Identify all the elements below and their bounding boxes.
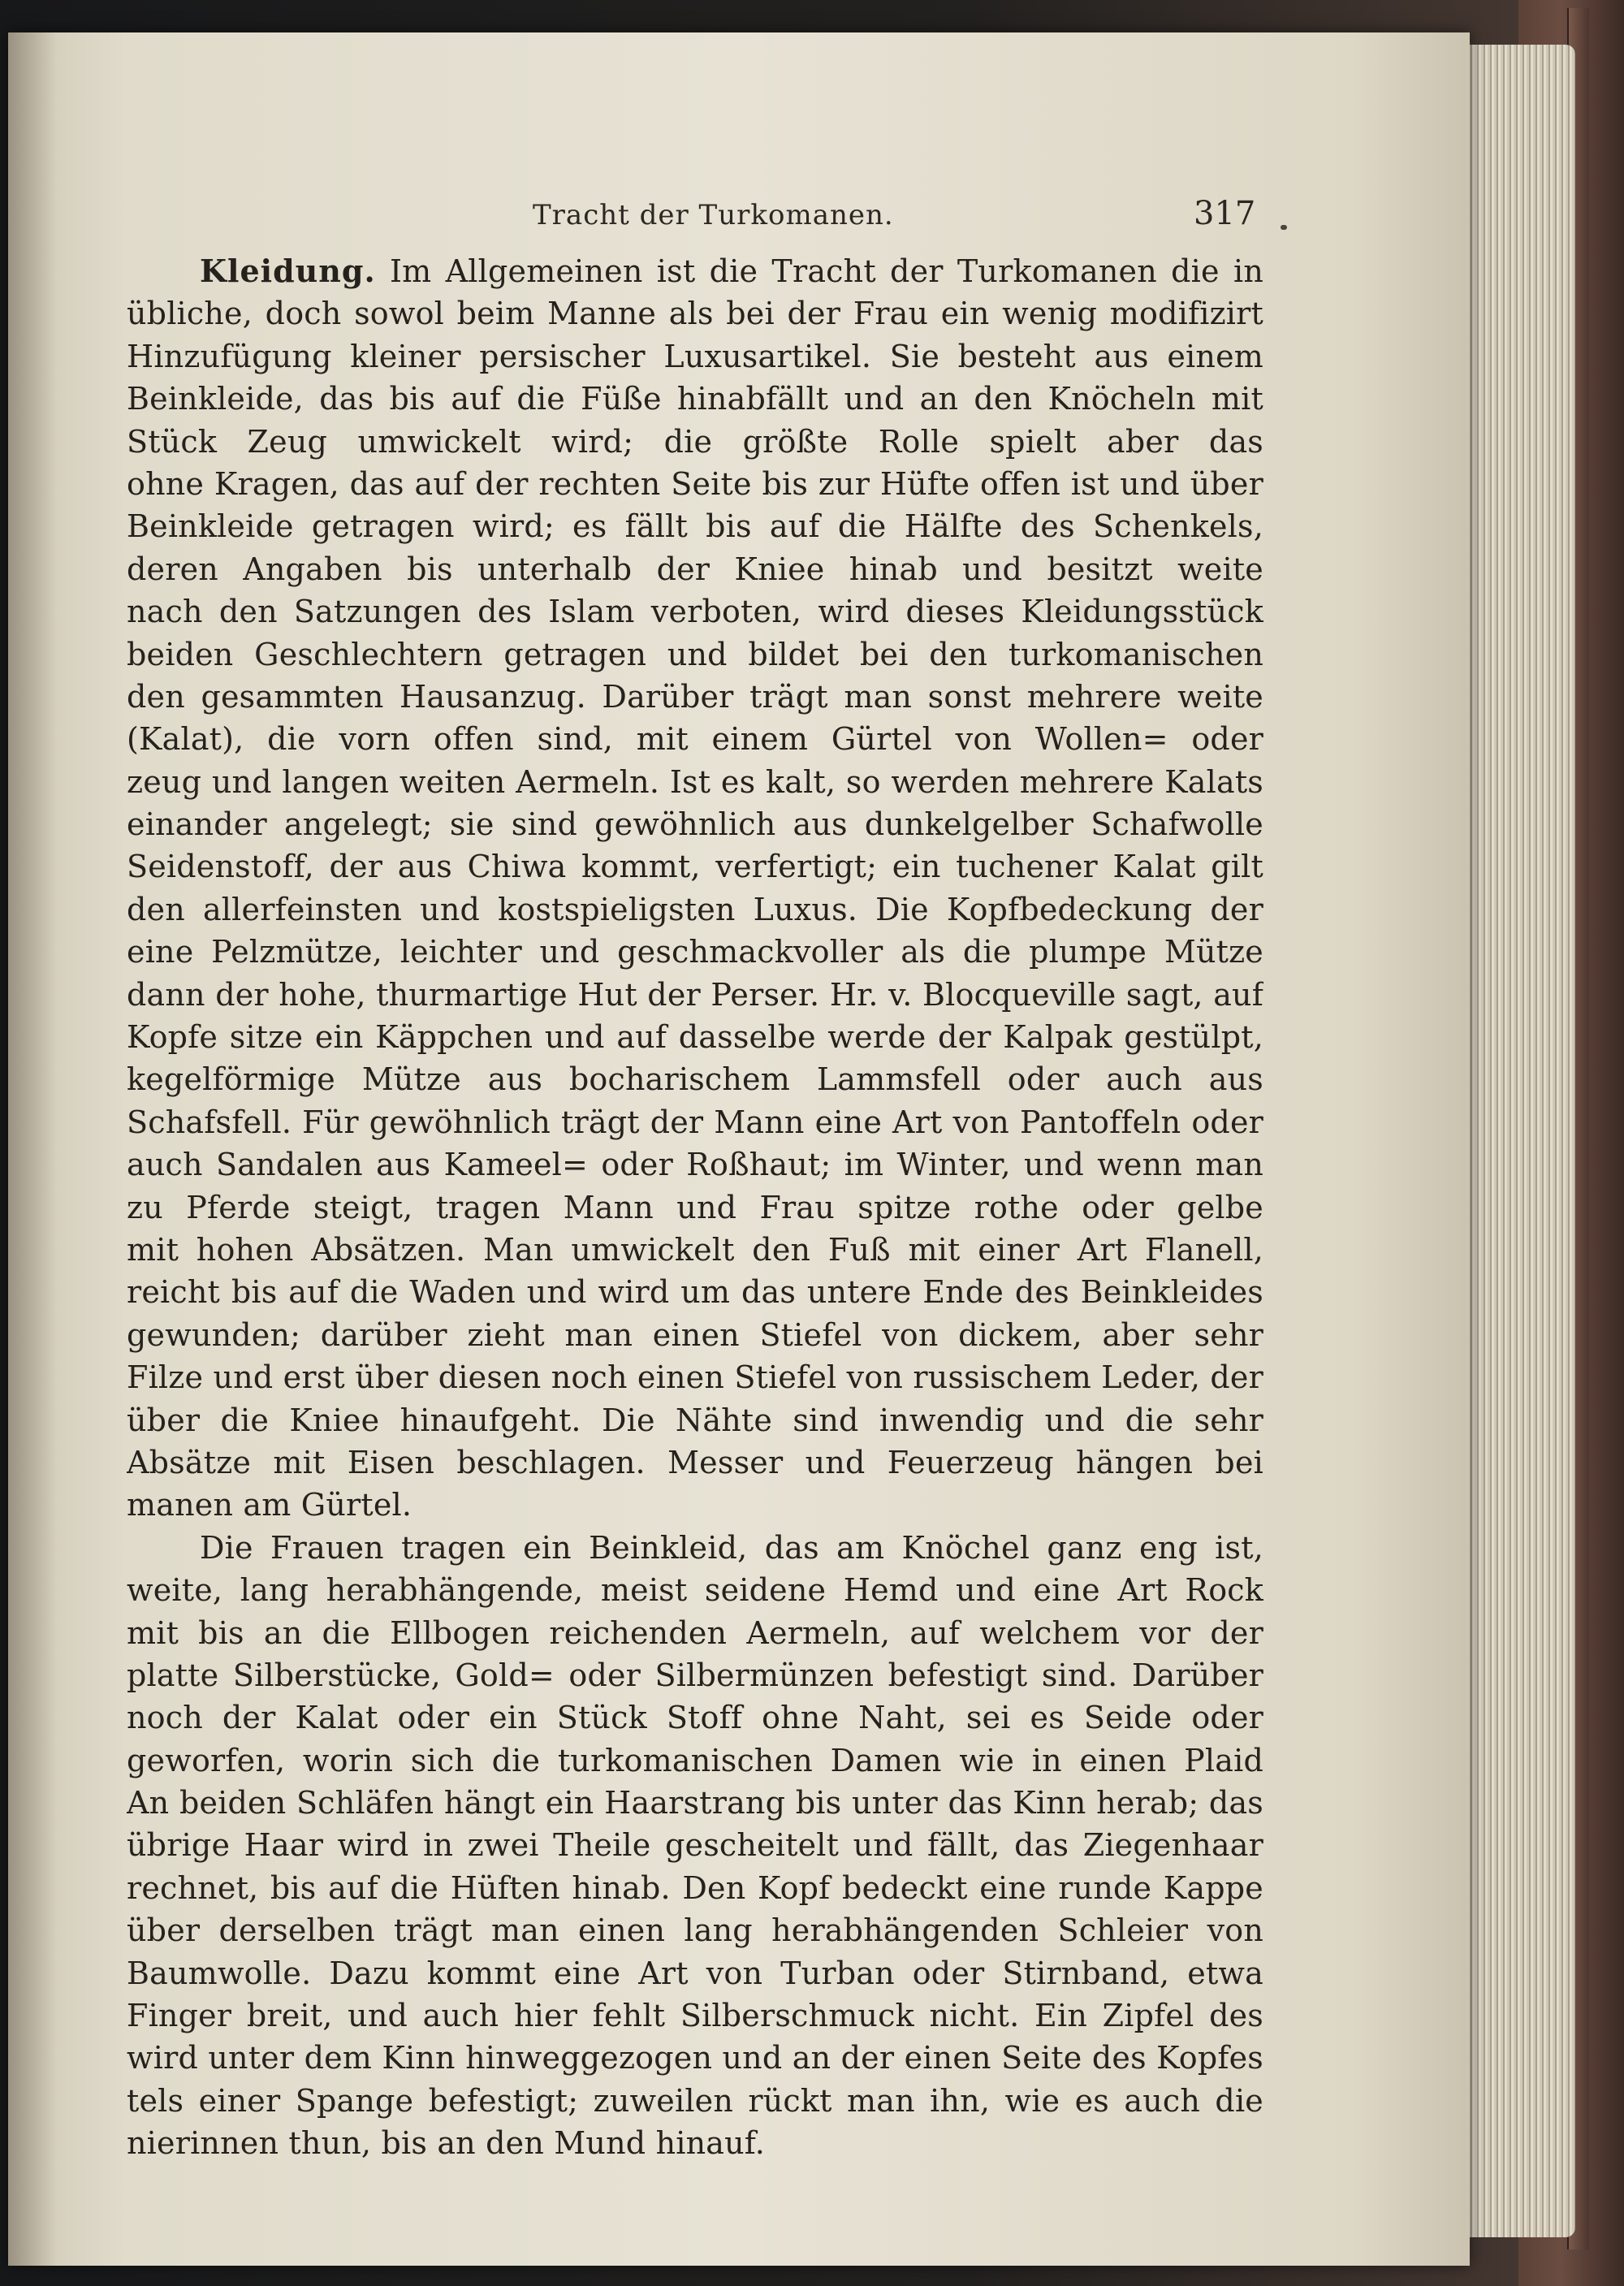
text-line: An beiden Schläfen hängt ein Haarstrang bis unter das Kinn herab; das [127, 1785, 1263, 1821]
text-line: übliche, doch sowol beim Manne als bei der Frau ein wenig modifizirt [127, 296, 1263, 332]
text-line: über derselben trägt man einen lang herabhängenden Schleier von [127, 1912, 1263, 1949]
ink-dot [1281, 225, 1287, 230]
text-line: (Kalat), die vorn offen sind, mit einem Gürtel von Wollen= oder [127, 721, 1263, 758]
text-line: tels einer Spange befestigt; zuweilen rückt man ihn, wie es auch die [127, 2082, 1263, 2119]
text-line: Die Frauen tragen ein Beinkleid, das am Knöchel ganz eng ist, [200, 1529, 1263, 1566]
text-line: den allerfeinsten und kostspieligsten Luxus. Die Kopfbedeckung der [127, 891, 1263, 927]
text-line: geworfen, worin sich die turkomanischen Damen wie in einen Plaid [127, 1742, 1263, 1778]
text-line: Baumwolle. Dazu kommt eine Art von Turban oder Stirnband, etwa [127, 1955, 1263, 1991]
body-text [127, 250, 1263, 2165]
text-line: mit bis an die Ellbogen reichenden Aermeln, auf welchem vor der [127, 1614, 1263, 1651]
text-line: deren Angaben bis unterhalb der Kniee hinab und besitzt weite [127, 551, 1263, 587]
page-number: 317 [1194, 195, 1256, 232]
text-line: zeug und langen weiten Aermeln. Ist es kalt, so werden mehrere Kalats [127, 763, 1263, 800]
text-line: Seidenstoff, der aus Chiwa kommt, verfertigt; ein tuchener Kalat gilt [127, 849, 1263, 885]
text-line: nierinnen thun, bis an den Mund hinauf. [127, 2125, 765, 2162]
text-line: Stück Zeug umwickelt wird; die größte Rolle spielt aber das [127, 423, 1263, 460]
text-line: platte Silberstücke, Gold= oder Silbermünzen befestigt sind. Darüber [127, 1657, 1263, 1693]
text-line: kegelförmige Mütze aus bocharischem Lammsfell oder auch aus [127, 1061, 1263, 1098]
text-line: einander angelegt; sie sind gewöhnlich aus dunkelgelber Schafwolle [127, 806, 1263, 843]
text-line: eine Pelzmütze, leichter und geschmackvoller als die plumpe Mütze [127, 934, 1263, 970]
text-line: wird unter dem Kinn hinweggezogen und an der einen Seite des Kopfes [127, 2040, 1263, 2076]
text-line: Hinzufügung kleiner persischer Luxusartikel. Sie besteht aus einem [127, 338, 1263, 374]
running-header: Tracht der Turkomanen. [533, 199, 894, 231]
book-page [8, 32, 1470, 2266]
text-line: Beinkleide getragen wird; es fällt bis auf die Hälfte des Schenkels, [127, 508, 1263, 545]
text-line: mit hohen Absätzen. Man umwickelt den Fuß mit einer Art Flanell, [127, 1231, 1263, 1268]
text-line: Absätze mit Eisen beschlagen. Messer und Feuerzeug hängen bei [127, 1444, 1263, 1480]
text-line: Kopfe sitze ein Käppchen und auf dasselbe werde der Kalpak gestülpt, [127, 1019, 1263, 1056]
text-line: zu Pferde steigt, tragen Mann und Frau spitze rothe oder gelbe [127, 1189, 1263, 1225]
text-line: beiden Geschlechtern getragen und bildet bei den turkomanischen [127, 636, 1263, 672]
text-line: noch der Kalat oder ein Stück Stoff ohne Naht, sei es Seide oder [127, 1700, 1263, 1736]
text-line: Schafsfell. Für gewöhnlich trägt der Mann eine Art von Pantoffeln oder [127, 1104, 1263, 1140]
text-line: reicht bis auf die Waden und wird um das untere Ende des Beinkleides [127, 1274, 1263, 1311]
text-line: über die Kniee hinaufgeht. Die Nähte sind inwendig und die sehr [127, 1402, 1263, 1438]
text-line: gewunden; darüber zieht man einen Stiefel von dickem, aber sehr [127, 1316, 1263, 1353]
text-line: dann der hohe, thurmartige Hut der Perser. Hr. v. Blocqueville sagt, auf [127, 976, 1263, 1013]
text-line: manen am Gürtel. [127, 1487, 412, 1523]
gutter-shadow [8, 32, 57, 2266]
text-line: den gesammten Hausanzug. Darüber trägt man sonst mehrere weite [127, 678, 1263, 715]
text-line: nach den Satzungen des Islam verboten, wird dieses Kleidungsstück [127, 594, 1263, 630]
section-run-in-heading: Kleidung. [200, 253, 376, 289]
text-line: Beinkleide, das bis auf die Füße hinabfällt und an den Knöcheln mit [127, 381, 1263, 417]
text-line: Finger breit, und auch hier fehlt Silberschmuck nicht. Ein Zipfel des [127, 1998, 1263, 2034]
text-line: rechnet, bis auf die Hüften hinab. Den Kopf bedeckt eine runde Kappe [127, 1869, 1263, 1906]
text-line: ohne Kragen, das auf der rechten Seite bis zur Hüfte offen ist und über [127, 465, 1263, 502]
text-line: weite, lang herabhängende, meist seidene Hemd und eine Art Rock [127, 1572, 1263, 1609]
text-line: übrige Haar wird in zwei Theile gescheitelt und fällt, das Ziegenhaar [127, 1827, 1263, 1864]
text-line: Kleidung. Im Allgemeinen ist die Tracht der Turkomanen die in [200, 253, 1263, 289]
text-line: auch Sandalen aus Kameel= oder Roßhaut; im Winter, und wenn man [127, 1147, 1263, 1183]
text-line: Filze und erst über diesen noch einen Stiefel von russischem Leder, der [127, 1359, 1263, 1396]
